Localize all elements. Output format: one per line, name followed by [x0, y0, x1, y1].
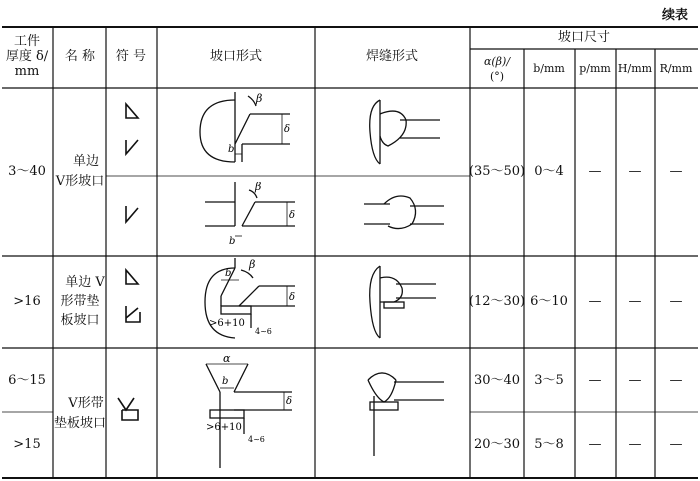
groove-sketch-single-v-backing	[195, 258, 315, 344]
header-groove-size: 坡口尺寸	[557, 30, 611, 45]
weld-sketch-single-v-backing	[360, 262, 450, 342]
sketch2-beta: β	[255, 182, 262, 193]
single-v-groove-symbol	[118, 200, 148, 230]
header-H: H/mm	[617, 62, 653, 75]
v-backing-symbol	[114, 392, 148, 426]
row1-name-line1: 单边	[72, 154, 100, 169]
sketch3-b: b	[225, 268, 232, 279]
row1-name-line2: V形坡口	[55, 174, 105, 189]
header-R: R/mm	[659, 62, 693, 75]
header-b: b/mm	[533, 62, 565, 75]
row3-H-a: —	[628, 373, 642, 388]
sketch2-delta: δ	[289, 210, 296, 221]
row1-b: 0～4	[534, 164, 564, 179]
groove-sketch-single-v-b	[195, 182, 315, 248]
row2-alpha: (12～30)	[468, 294, 526, 309]
header-thickness-line1: 工件	[13, 34, 41, 49]
header-groove-form: 坡口形式	[209, 49, 263, 64]
row3-H-b: —	[628, 437, 642, 452]
row2-name-line1: 单边 V	[65, 275, 105, 290]
row3-b-b: 5～8	[534, 437, 564, 452]
continued-label: 续表	[661, 8, 688, 23]
row3-name-line2: 垫板坡口	[53, 416, 107, 431]
header-alpha-line1: α(β)/	[483, 55, 511, 68]
header-symbol: 符 号	[115, 49, 147, 64]
sketch1-beta: β	[256, 92, 263, 105]
row2-name-line2: 形带垫	[60, 294, 100, 309]
sketch2-b: b	[229, 236, 236, 247]
groove-sketch-single-v-a	[190, 92, 310, 172]
row3-alpha-a: 30～40	[473, 373, 521, 388]
sketch3-delta: δ	[289, 292, 296, 303]
row2-thickness: >16	[13, 294, 41, 309]
sketch1-b: b	[228, 144, 235, 155]
sketch4-delta: δ	[286, 396, 293, 407]
header-alpha-line2: (°)	[489, 70, 505, 83]
row3-name-line1: V形带	[68, 396, 104, 411]
row3-b-a: 3～5	[534, 373, 564, 388]
header-thickness-line3: mm	[14, 64, 40, 79]
header-name: 名 称	[64, 49, 96, 64]
sketch4-backing-width: >6+10	[206, 422, 242, 433]
sketch4-alpha: α	[223, 352, 231, 365]
row3-p-b: —	[588, 437, 602, 452]
row1-thickness: 3～40	[8, 164, 46, 179]
row3-R-a: —	[669, 373, 683, 388]
sketch4-b: b	[222, 376, 229, 387]
row2-R: —	[669, 294, 683, 309]
row3-thickness-a: 6～15	[8, 373, 46, 388]
sketch3-beta: β	[249, 258, 256, 271]
header-weld-form: 焊缝形式	[365, 49, 419, 64]
row1-R: —	[669, 164, 683, 179]
sketch1-delta: δ	[284, 124, 291, 135]
row1-H: —	[628, 164, 642, 179]
row3-alpha-b: 20～30	[473, 437, 521, 452]
row2-b: 6～10	[530, 294, 568, 309]
row1-p: —	[588, 164, 602, 179]
sketch3-backing-width: >6+10	[209, 318, 245, 329]
groove-sketch-v-backing	[192, 352, 312, 472]
row2-H: —	[628, 294, 642, 309]
header-thickness-line2: 厚度 δ/	[5, 49, 49, 64]
row1-alpha: (35～50)	[468, 164, 526, 179]
row3-thickness-b: >15	[13, 437, 41, 452]
weld-sketch-single-v-a	[360, 96, 450, 168]
single-v-backing-symbol	[118, 266, 148, 336]
weld-sketch-v-backing	[358, 356, 458, 468]
row3-R-b: —	[669, 437, 683, 452]
sketch3-backing-thick: 4~6	[255, 327, 272, 336]
row2-p: —	[588, 294, 602, 309]
weld-sketch-single-v-b	[360, 190, 450, 240]
row3-p-a: —	[588, 373, 602, 388]
single-v-groove-symbol-both	[118, 100, 148, 160]
sketch4-backing-thick: 4~6	[248, 435, 265, 444]
row2-name-line3: 板坡口	[60, 313, 100, 328]
header-p: p/mm	[579, 62, 611, 75]
